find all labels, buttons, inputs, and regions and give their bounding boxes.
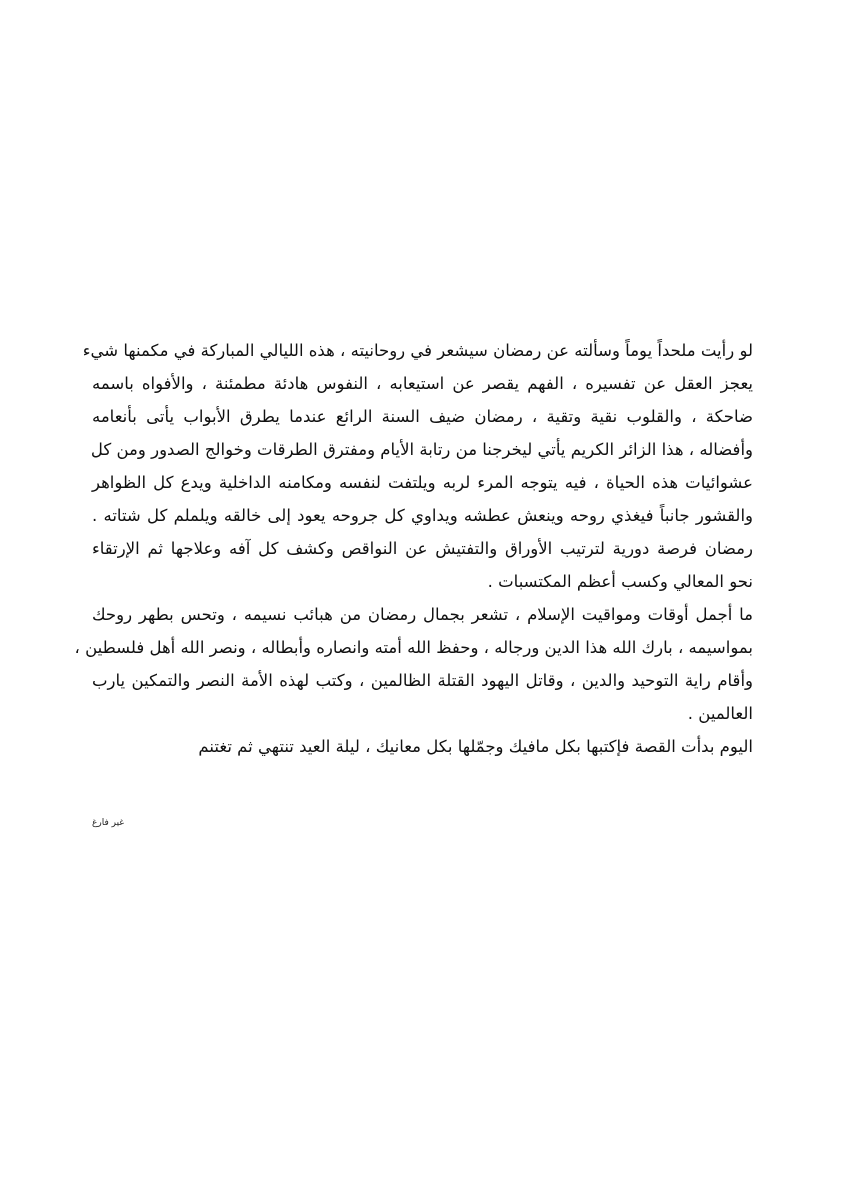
- text-line: رمضان فرصة دورية لترتيب الأوراق والتفتيش عن النواقص وكشف كل آفه وعلاجها ثم الإرتقاء: [92, 539, 753, 558]
- text-line: بمواسيمه ، بارك الله هذا الدين ورجاله ، وحفظ الله أمته وانصاره وأبطاله ، ونصر الله أهل فلسطين ،: [74, 638, 753, 657]
- text-line: اليوم بدأت القصة فإكتبها بكل مافيك وجمّلها بكل معانيك ، ليلة العيد تنتهي ثم تغتنم: [198, 737, 753, 756]
- text-line: لو رأيت ملحداً يوماً وسألته عن رمضان سيشعر في روحانيته ، هذه الليالي المباركة في مكمنها شيء: [82, 341, 753, 360]
- text-line: وأفضاله ، هذا الزائر الكريم يأتي ليخرجنا من رتابة الأيام ومفترق الطرقات وخوالج الصدور ومن كل: [90, 440, 753, 459]
- text-line: العالمين .: [687, 704, 753, 723]
- text-line: ضاحكة ، والقلوب نقية وتقية ، رمضان ضيف السنة الرائع عندما يطرق الأبواب يأتى بأنعامه: [92, 407, 753, 426]
- text-line: ما أجمل أوقات ومواقيت الإسلام ، تشعر بجمال رمضان من هبائب نسيمه ، وتحس بطهر روحك: [92, 605, 753, 624]
- text-line: والقشور جانباً فيغذي روحه وينعش عطشه ويداوي كل جروحه يعود إلى خالقه ويلملم كل شتاته .: [92, 506, 753, 525]
- text-line: عشوائيات هذه الحياة ، فيه يتوجه المرء لربه ويلتفت لنفسه ومكامنه الداخلية ويدع كل الظواهر: [92, 473, 753, 492]
- body-text: [74, 334, 753, 763]
- signature: غير فارغ: [92, 818, 125, 828]
- text-line: نحو المعالي وكسب أعظم المكتسبات .: [487, 572, 753, 591]
- text-line: وأقام راية التوحيد والدين ، وقاتل اليهود القتلة الظالمين ، وكتب لهذه الأمة النصر والتمكين يارب: [92, 671, 753, 690]
- text-line: يعجز العقل عن تفسيره ، الفهم يقصر عن استيعابه ، النفوس هادئة مطمئنة ، والأفواه باسمه: [92, 374, 753, 393]
